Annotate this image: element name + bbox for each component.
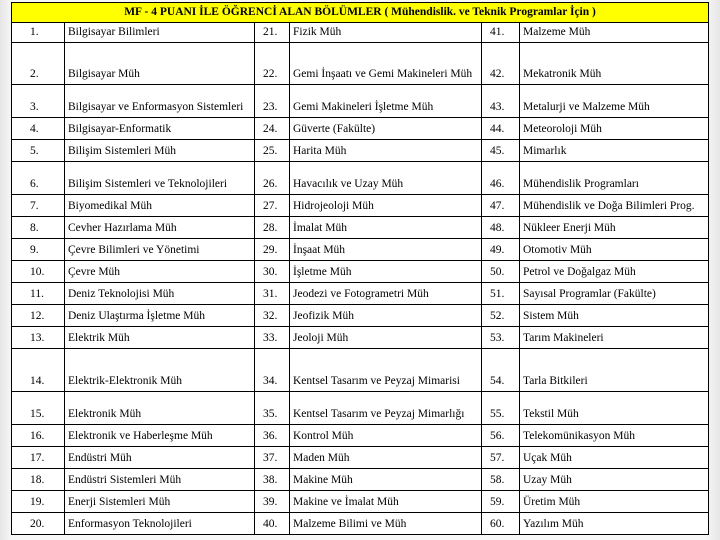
row-number-cell: 57. bbox=[482, 447, 520, 469]
row-number-cell: 35. bbox=[255, 392, 290, 425]
row-number-cell: 3. bbox=[12, 85, 65, 118]
department-cell: Kentsel Tasarım ve Peyzaj Mimarisi bbox=[290, 349, 482, 392]
department-cell: Maden Müh bbox=[290, 447, 482, 469]
row-number-cell: 56. bbox=[482, 425, 520, 447]
department-cell: Elektronik Müh bbox=[65, 392, 255, 425]
table-row bbox=[12, 469, 709, 491]
table-row bbox=[12, 118, 709, 140]
row-number-cell: 29. bbox=[255, 239, 290, 261]
department-cell: Nükleer Enerji Müh bbox=[520, 217, 709, 239]
row-number-cell: 37. bbox=[255, 447, 290, 469]
department-cell: Hidrojeoloji Müh bbox=[290, 195, 482, 217]
department-cell: Harita Müh bbox=[290, 140, 482, 162]
row-number-cell: 53. bbox=[482, 327, 520, 349]
department-cell: Sayısal Programlar (Fakülte) bbox=[520, 283, 709, 305]
departments-table bbox=[11, 2, 709, 535]
row-number-cell: 50. bbox=[482, 261, 520, 283]
row-number-cell: 21. bbox=[255, 23, 290, 43]
department-cell: Fizik Müh bbox=[290, 23, 482, 43]
department-cell: Elektrik Müh bbox=[65, 327, 255, 349]
department-cell: Mekatronik Müh bbox=[520, 43, 709, 85]
row-number-cell: 40. bbox=[255, 513, 290, 535]
department-cell: Yazılım Müh bbox=[520, 513, 709, 535]
department-cell: Bilişim Sistemleri ve Teknolojileri bbox=[65, 162, 255, 195]
department-cell: Sistem Müh bbox=[520, 305, 709, 327]
department-cell: Malzeme Bilimi ve Müh bbox=[290, 513, 482, 535]
department-cell: İşletme Müh bbox=[290, 261, 482, 283]
row-number-cell: 12. bbox=[12, 305, 65, 327]
table-row bbox=[12, 305, 709, 327]
row-number-cell: 1. bbox=[12, 23, 65, 43]
table-row bbox=[12, 162, 709, 195]
table-body bbox=[12, 23, 709, 535]
row-number-cell: 41. bbox=[482, 23, 520, 43]
department-cell: Petrol ve Doğalgaz Müh bbox=[520, 261, 709, 283]
row-number-cell: 38. bbox=[255, 469, 290, 491]
row-number-cell: 43. bbox=[482, 85, 520, 118]
department-cell: Jeofizik Müh bbox=[290, 305, 482, 327]
department-cell: Bilgisayar Bilimleri bbox=[65, 23, 255, 43]
department-cell: Havacılık ve Uzay Müh bbox=[290, 162, 482, 195]
department-cell: Bilgisayar ve Enformasyon Sistemleri bbox=[65, 85, 255, 118]
table-row bbox=[12, 217, 709, 239]
table-row bbox=[12, 43, 709, 85]
row-number-cell: 6. bbox=[12, 162, 65, 195]
department-cell: Gemi İnşaatı ve Gemi Makineleri Müh bbox=[290, 43, 482, 85]
row-number-cell: 11. bbox=[12, 283, 65, 305]
table-row bbox=[12, 447, 709, 469]
row-number-cell: 16. bbox=[12, 425, 65, 447]
department-cell: Otomotiv Müh bbox=[520, 239, 709, 261]
row-number-cell: 34. bbox=[255, 349, 290, 392]
department-cell: Deniz Teknolojisi Müh bbox=[65, 283, 255, 305]
department-cell: Meteoroloji Müh bbox=[520, 118, 709, 140]
department-cell: Üretim Müh bbox=[520, 491, 709, 513]
department-cell: Mühendislik Programları bbox=[520, 162, 709, 195]
department-cell: Bilgisayar-Enformatik bbox=[65, 118, 255, 140]
row-number-cell: 22. bbox=[255, 43, 290, 85]
row-number-cell: 44. bbox=[482, 118, 520, 140]
department-cell: Cevher Hazırlama Müh bbox=[65, 217, 255, 239]
department-cell: Bilişim Sistemleri Müh bbox=[65, 140, 255, 162]
department-cell: Jeodezi ve Fotogrametri Müh bbox=[290, 283, 482, 305]
department-cell: İnşaat Müh bbox=[290, 239, 482, 261]
table-row bbox=[12, 513, 709, 535]
department-cell: Makine ve İmalat Müh bbox=[290, 491, 482, 513]
row-number-cell: 14. bbox=[12, 349, 65, 392]
row-number-cell: 54. bbox=[482, 349, 520, 392]
row-number-cell: 15. bbox=[12, 392, 65, 425]
table-row bbox=[12, 327, 709, 349]
department-cell: Elektrik-Elektronik Müh bbox=[65, 349, 255, 392]
row-number-cell: 7. bbox=[12, 195, 65, 217]
department-cell: Kentsel Tasarım ve Peyzaj Mimarlığı bbox=[290, 392, 482, 425]
row-number-cell: 19. bbox=[12, 491, 65, 513]
table-row bbox=[12, 85, 709, 118]
row-number-cell: 30. bbox=[255, 261, 290, 283]
department-cell: Kontrol Müh bbox=[290, 425, 482, 447]
row-number-cell: 20. bbox=[12, 513, 65, 535]
row-number-cell: 28. bbox=[255, 217, 290, 239]
department-cell: Mimarlık bbox=[520, 140, 709, 162]
department-cell: Endüstri Sistemleri Müh bbox=[65, 469, 255, 491]
row-number-cell: 17. bbox=[12, 447, 65, 469]
department-cell: Tekstil Müh bbox=[520, 392, 709, 425]
row-number-cell: 59. bbox=[482, 491, 520, 513]
row-number-cell: 2. bbox=[12, 43, 65, 85]
row-number-cell: 32. bbox=[255, 305, 290, 327]
row-number-cell: 33. bbox=[255, 327, 290, 349]
department-cell: Uzay Müh bbox=[520, 469, 709, 491]
department-cell: Enformasyon Teknolojileri bbox=[65, 513, 255, 535]
row-number-cell: 13. bbox=[12, 327, 65, 349]
department-cell: İmalat Müh bbox=[290, 217, 482, 239]
row-number-cell: 49. bbox=[482, 239, 520, 261]
row-number-cell: 46. bbox=[482, 162, 520, 195]
department-cell: Mühendislik ve Doğa Bilimleri Prog. bbox=[520, 195, 709, 217]
table-row bbox=[12, 195, 709, 217]
row-number-cell: 39. bbox=[255, 491, 290, 513]
table-title: MF - 4 PUANI İLE ÖĞRENCİ ALAN BÖLÜMLER ( Mühendislik. ve Teknik Programlar İçin ) bbox=[12, 3, 709, 23]
department-cell: Güverte (Fakülte) bbox=[290, 118, 482, 140]
department-cell: Tarla Bitkileri bbox=[520, 349, 709, 392]
row-number-cell: 4. bbox=[12, 118, 65, 140]
table-row bbox=[12, 491, 709, 513]
row-number-cell: 25. bbox=[255, 140, 290, 162]
table-row bbox=[12, 140, 709, 162]
row-number-cell: 51. bbox=[482, 283, 520, 305]
department-cell: Tarım Makineleri bbox=[520, 327, 709, 349]
department-cell: Makine Müh bbox=[290, 469, 482, 491]
table-row bbox=[12, 349, 709, 392]
department-cell: Jeoloji Müh bbox=[290, 327, 482, 349]
row-number-cell: 42. bbox=[482, 43, 520, 85]
department-cell: Telekomünikasyon Müh bbox=[520, 425, 709, 447]
department-cell: Bilgisayar Müh bbox=[65, 43, 255, 85]
row-number-cell: 27. bbox=[255, 195, 290, 217]
row-number-cell: 48. bbox=[482, 217, 520, 239]
department-cell: Biyomedikal Müh bbox=[65, 195, 255, 217]
table-row bbox=[12, 425, 709, 447]
row-number-cell: 36. bbox=[255, 425, 290, 447]
department-cell: Enerji Sistemleri Müh bbox=[65, 491, 255, 513]
table-row bbox=[12, 283, 709, 305]
row-number-cell: 10. bbox=[12, 261, 65, 283]
row-number-cell: 24. bbox=[255, 118, 290, 140]
department-cell: Elektronik ve Haberleşme Müh bbox=[65, 425, 255, 447]
department-cell: Metalurji ve Malzeme Müh bbox=[520, 85, 709, 118]
row-number-cell: 47. bbox=[482, 195, 520, 217]
row-number-cell: 55. bbox=[482, 392, 520, 425]
row-number-cell: 52. bbox=[482, 305, 520, 327]
department-cell: Endüstri Müh bbox=[65, 447, 255, 469]
row-number-cell: 9. bbox=[12, 239, 65, 261]
row-number-cell: 23. bbox=[255, 85, 290, 118]
table-row bbox=[12, 23, 709, 43]
department-cell: Çevre Bilimleri ve Yönetimi bbox=[65, 239, 255, 261]
row-number-cell: 8. bbox=[12, 217, 65, 239]
department-cell: Malzeme Müh bbox=[520, 23, 709, 43]
table-row bbox=[12, 261, 709, 283]
department-cell: Gemi Makineleri İşletme Müh bbox=[290, 85, 482, 118]
department-cell: Deniz Ulaştırma İşletme Müh bbox=[65, 305, 255, 327]
table-row bbox=[12, 239, 709, 261]
row-number-cell: 18. bbox=[12, 469, 65, 491]
department-cell: Uçak Müh bbox=[520, 447, 709, 469]
row-number-cell: 58. bbox=[482, 469, 520, 491]
row-number-cell: 5. bbox=[12, 140, 65, 162]
department-cell: Çevre Müh bbox=[65, 261, 255, 283]
table-row bbox=[12, 392, 709, 425]
row-number-cell: 45. bbox=[482, 140, 520, 162]
row-number-cell: 31. bbox=[255, 283, 290, 305]
row-number-cell: 26. bbox=[255, 162, 290, 195]
row-number-cell: 60. bbox=[482, 513, 520, 535]
